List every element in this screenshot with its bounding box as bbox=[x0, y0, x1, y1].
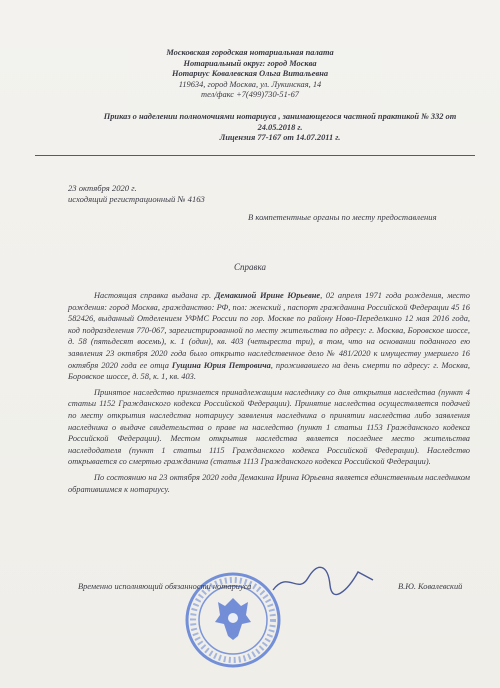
destination: В компетентные органы по месту предоставления bbox=[248, 212, 437, 222]
outgoing-number: исходящий регистрационный № 4163 bbox=[68, 194, 205, 204]
document-body bbox=[68, 290, 470, 495]
heir-name: Демакиной Ирине Юрьевне bbox=[214, 291, 321, 300]
document-date: 23 октября 2020 г. bbox=[68, 183, 137, 193]
notary-header bbox=[0, 48, 500, 101]
signer-role: Временно исполняющий обязанности нотариуса bbox=[78, 582, 252, 591]
order-date: 24.05.2018 г. bbox=[257, 122, 303, 132]
date-block bbox=[68, 183, 205, 205]
order-line: Приказ о наделении полномочиями нотариуса , занимающегося частной практикой № 332 от bbox=[103, 112, 457, 121]
notary-phone: тел/факс +7(499)730-51-67 bbox=[201, 90, 299, 100]
coat-of-arms-icon bbox=[215, 598, 251, 640]
notary-name: Нотариус Ковалевская Ольга Витальевна bbox=[171, 69, 329, 79]
p1-details: , 02 апреля 1971 года рождения, место рождения: город Москва, гражданство: РФ, пол: женский , паспорт гражданина Российской Федерации 45 16 582426, выданный Отделением УФМС России по гор. Москве по району Ново-Переделкино 12 мая 2016 года, код подразделения 770-067, зарегистрированной по месту жительства по адресу: г. Москва, Боровское шоссе, д. 58 (пятьдесят восемь), к. 1 (один), кв. 403 (четыреста три), в том, что на основании поданного ею заявления 23 октября 2020 года было открыто наследственное дело № 481/2020 к имуществу умершего 16 октября 2020 года ее отца bbox=[68, 291, 470, 370]
handwritten-signature bbox=[268, 560, 378, 600]
header-divider bbox=[35, 155, 475, 156]
paragraph-2: Принятое наследство признается принадлежащим наследнику со дня открытия наследства (пункт 4 статьи 1152 Гражданского кодекса Российской Федерации). Принятие наследства осуществляется подачей по месту открытия наследства нотариусу заявления наследника о принятии наследства либо заявления наследника о выдаче свидетельства о праве на наследство (пункт 1 статьи 1153 Гражданского кодекса Российской Федерации). Местом открытия наследства является последнее место жительства наследодателя (пункт 1 статьи 1115 Гражданского кодекса Российской Федерации). Наследство открывается со смертью гражданина (статья 1113 Гражданского кодекса Российской Федерации). bbox=[68, 387, 470, 467]
notary-address: 119634, город Москва, ул. Лукинская, 14 bbox=[178, 79, 322, 89]
paragraph-1 bbox=[68, 290, 470, 383]
p1-address: , проживавшего на день смерти по адресу: г. Москва, Боровское шоссе, д. 58, к. 1, кв. 403. bbox=[68, 360, 470, 382]
chamber-name: Московская городская нотариальная палата bbox=[166, 48, 334, 57]
paragraph-3: По состоянию на 23 октября 2020 года Демакина Ирина Юрьевна является единственным наследником обратившимся к нотариусу. bbox=[68, 472, 470, 494]
order-block bbox=[80, 112, 480, 144]
license-line: Лицензия 77-167 от 14.07.2011 г. bbox=[219, 133, 341, 143]
notary-district: Нотариальный округ: город Москва bbox=[183, 58, 317, 68]
deceased-name: Гущина Юрия Петровича bbox=[171, 360, 271, 370]
signer-name: В.Ю. Ковалевский bbox=[398, 582, 463, 591]
p1-intro: Настоящая справка выдана гр. bbox=[94, 291, 215, 300]
document-title: Справка bbox=[234, 262, 266, 272]
